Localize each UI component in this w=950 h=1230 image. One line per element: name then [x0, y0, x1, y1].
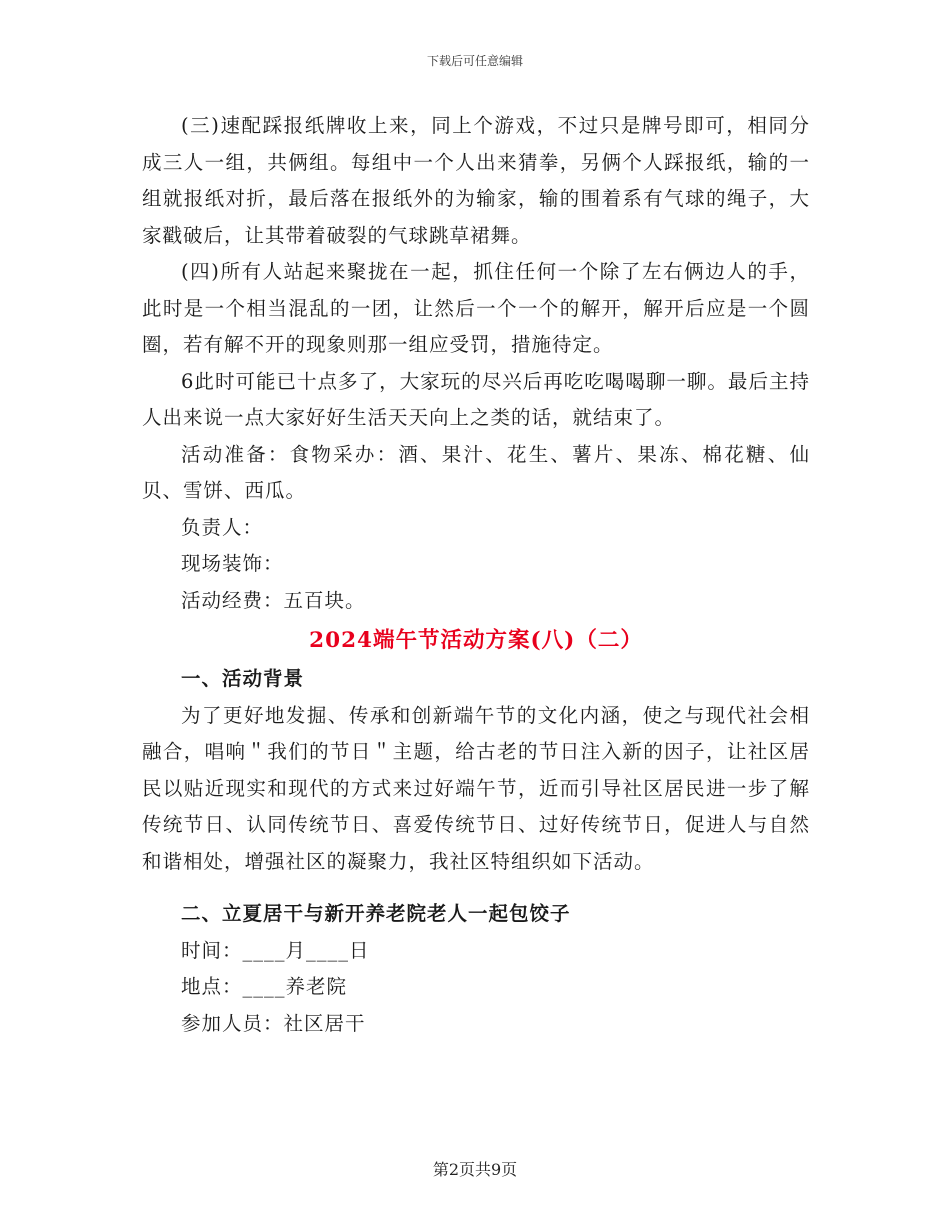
detail-location: 地点：____养老院	[181, 975, 348, 998]
detail-participants: 参加人员：社区居干	[181, 1011, 366, 1035]
page-footer: 第2页共9页	[432, 1160, 518, 1179]
heading-background: 一、活动背景	[181, 667, 305, 690]
paragraph-budget: 活动经费：五百块。	[181, 588, 366, 612]
detail-time: 时间：____月____日	[181, 938, 370, 962]
paragraph-preparation: 活动准备：食物采办：酒、果汁、花生、薯片、果冻、棉花糖、仙贝、雪饼、西瓜。	[142, 442, 810, 502]
paragraph-background: 为了更好地发掘、传承和创新端午节的文化内涵，使之与现代社会相融合，唱响＂我们的节日＂主题，给古老的节日注入新的因子，让社区居民以贴近现实和现代的方式来过好端午节，近而引导社区居民进一步了解传统节日、认同传统节日、喜爱传统节日、过好传统节日，促进人与自然和谐相处，增强社区的凝聚力，我社区特组织如下活动。	[142, 703, 810, 873]
paragraph-decoration: 现场装饰：	[181, 552, 284, 575]
paragraph-responsible: 负责人：	[181, 515, 264, 539]
heading-activity: 二、立夏居干与新开养老院老人一起包饺子	[181, 902, 571, 925]
paragraph-ending: 6此时可能已十点多了，大家玩的尽兴后再吃吃喝喝聊一聊。最后主持人出来说一点大家好好生活天天向上之类的话，就结束了。	[142, 369, 810, 429]
paragraph-game-three: (三)速配踩报纸牌收上来，同上个游戏，不过只是牌号即可，相同分成三人一组，共俩组。每组中一个人出来猜拳，另俩个人踩报纸，输的一组就报纸对折，最后落在报纸外的为输家，输的围着系有气球的绳子，大家戳破后，让其带着破裂的气球跳草裙舞。	[142, 114, 810, 247]
paragraph-game-four: (四)所有人站起来聚拢在一起，抓住任何一个除了左右俩边人的手，此时是一个相当混乱的一团，让然后一个一个的解开，解开后应是一个圆圈，若有解不开的现象则那一组应受罚，措施待定。	[142, 260, 810, 356]
section-title: 2024端午节活动方案(八)（二）	[309, 628, 643, 653]
page-header: 下载后可任意编辑	[426, 54, 523, 68]
document-body	[142, 108, 810, 1042]
